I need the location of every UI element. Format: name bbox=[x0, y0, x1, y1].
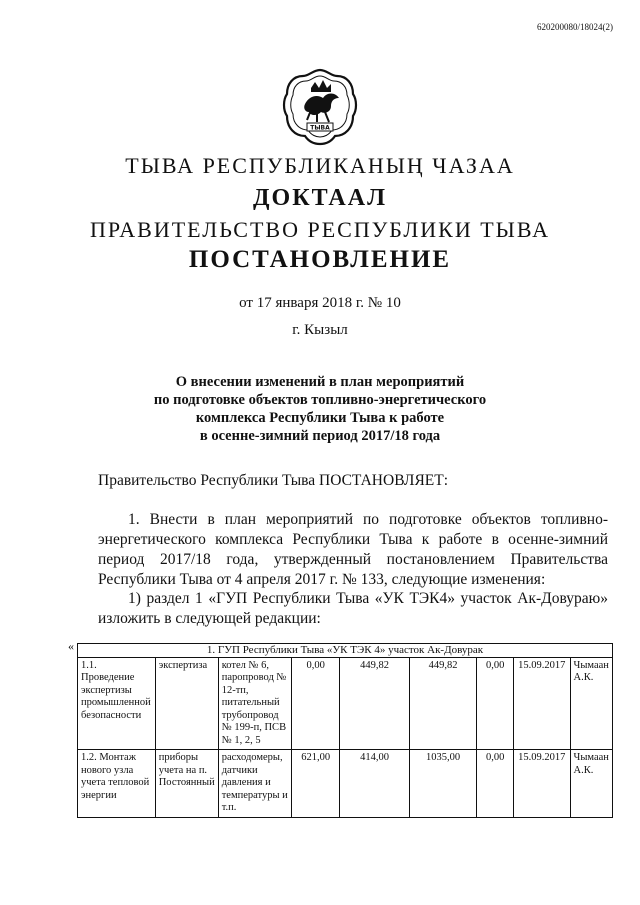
cell-date: 15.09.2017 bbox=[514, 750, 570, 818]
cell-date: 15.09.2017 bbox=[514, 657, 570, 750]
cell-item: 1.2. Монтаж нового узла учета тепловой энергии bbox=[78, 750, 156, 818]
document-city: г. Кызыл bbox=[292, 322, 348, 338]
header-russian-government: ПРАВИТЕЛЬСТВО РЕСПУБЛИКИ ТЫВА bbox=[89, 217, 551, 242]
table-row bbox=[78, 750, 613, 818]
document-number: 620200080/18024(2) bbox=[537, 22, 613, 32]
cell-value: 621,00 bbox=[292, 750, 340, 818]
cell-value: 1035,00 bbox=[410, 750, 477, 818]
cell-person: Чымаан А.К. bbox=[570, 750, 612, 818]
document-subject bbox=[0, 373, 640, 445]
subject-line: О внесении изменений в план мероприятий bbox=[175, 374, 465, 390]
coat-of-arms-icon bbox=[281, 66, 359, 146]
cell-object: расходомеры, датчики давления и температуры и т.п. bbox=[218, 750, 292, 818]
subject-line: по подготовке объектов топливно-энергетического bbox=[153, 392, 487, 408]
cell-value: 0,00 bbox=[477, 750, 514, 818]
cell-person: Чымаан А.К. bbox=[570, 657, 612, 750]
subject-line: комплекса Республики Тыва к работе bbox=[195, 410, 445, 426]
paragraph-2 bbox=[98, 589, 608, 629]
table-caption-row bbox=[78, 644, 613, 658]
svg-text:ТЫВА: ТЫВА bbox=[310, 124, 330, 132]
cell-value: 0,00 bbox=[477, 657, 514, 750]
cell-value: 0,00 bbox=[292, 657, 340, 750]
cell-type: экспертиза bbox=[155, 657, 218, 750]
header-russian-resolution: ПОСТАНОВЛЕНИЕ bbox=[188, 246, 452, 273]
cell-item: 1.1. Проведение экспертизы промышленной безопасности bbox=[78, 657, 156, 750]
cell-value: 414,00 bbox=[340, 750, 410, 818]
resolves-statement: Правительство Республики Тыва ПОСТАНОВЛЯЕТ: bbox=[98, 472, 449, 489]
cell-value: 449,82 bbox=[340, 657, 410, 750]
opening-quote-mark: « bbox=[68, 639, 74, 653]
subject-line: в осенне-зимний период 2017/18 года bbox=[199, 428, 441, 444]
cell-value: 449,82 bbox=[410, 657, 477, 750]
cell-object: котел № 6, паропровод № 12-тп, питательный трубопровод № 199-п, ПСВ № 1, 2, 5 bbox=[218, 657, 292, 750]
table-caption: 1. ГУП Республики Тыва «УК ТЭК 4» участок Ак-Довурак bbox=[78, 644, 613, 658]
header-tuvan-government: ТЫВА РЕСПУБЛИКАНЫҢ ЧАЗАА bbox=[125, 153, 515, 178]
paragraph-1 bbox=[98, 510, 608, 590]
paragraph-1-text: 1. Внести в план мероприятий по подготовке объектов топливно-энергетического комплекса Республики Тыва к работе в осенне-зимний период 2017/18 года, утвержденный постановлением Правительства Республики Тыва от 4 апреля 2017 г. № 133, следующие изменения: bbox=[98, 511, 608, 588]
measures-table bbox=[77, 643, 613, 818]
header-tuvan-resolution: ДОКТААЛ bbox=[253, 185, 387, 211]
table-row bbox=[78, 657, 613, 750]
document-date: от 17 января 2018 г. № 10 bbox=[239, 295, 401, 311]
cell-type: приборы учета на п. Постоянный bbox=[155, 750, 218, 818]
paragraph-2-text: 1) раздел 1 «ГУП Республики Тыва «УК ТЭК4» участок Ак-Довураю» изложить в следующей редакции: bbox=[98, 590, 608, 627]
